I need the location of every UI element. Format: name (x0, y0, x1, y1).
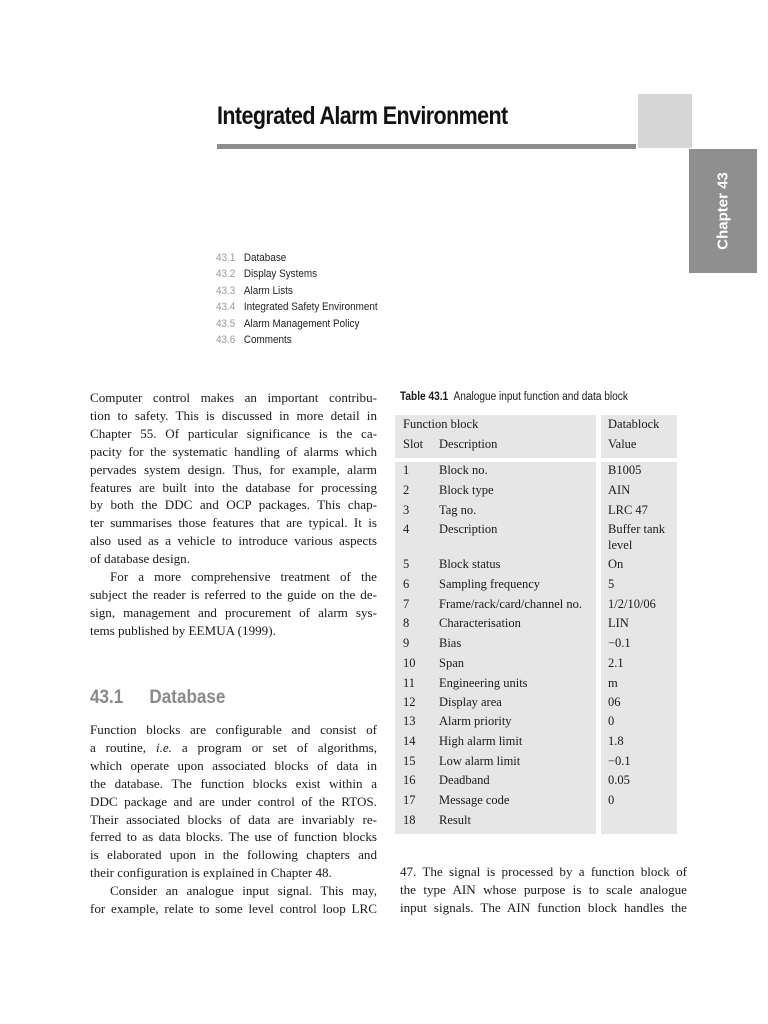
text-line: which operate upon associated blocks of data in (90, 757, 377, 773)
table-header-function-block: Function block (403, 417, 479, 431)
toc-item (216, 250, 378, 266)
text-line: ter summarises those features that are typical. It is (90, 515, 377, 531)
toc-item (216, 283, 378, 299)
toc-number: 43.4 (216, 301, 236, 314)
toc-number: 43.5 (216, 317, 236, 330)
table-cell-slot: 12 (403, 695, 416, 709)
toc-text: Alarm Lists (243, 284, 293, 297)
text-line: of database design. (90, 551, 190, 567)
table-cell-value: 5 (608, 577, 615, 591)
table-cell-value-continued: level (608, 538, 633, 552)
table-cell-slot: 15 (403, 754, 416, 768)
table-cell-slot: 14 (403, 734, 416, 748)
table-cell-slot: 5 (403, 557, 410, 571)
text-line: subject the reader is referred to the guide on the de- (90, 586, 377, 602)
text-line: features are built into the database for processing (90, 479, 377, 495)
continuation-text (400, 863, 687, 917)
text-line: their configuration is explained in Chapter 48. (90, 865, 332, 881)
table-caption (400, 391, 628, 403)
text-line: 47. The signal is processed by a function block of (400, 864, 687, 879)
table-cell-description: Result (439, 813, 471, 827)
toc-item (216, 316, 378, 332)
table-cell-description: Tag no. (439, 503, 477, 517)
table-header-datablock: Datablock (608, 417, 660, 431)
corner-decoration (638, 94, 692, 148)
table-cell-value: 0 (608, 714, 615, 728)
table-cell-slot: 6 (403, 577, 410, 591)
table-header-slot: Slot (403, 437, 424, 451)
table-cell-slot: 16 (403, 773, 416, 787)
table-cell-description: Block status (439, 557, 501, 571)
table-cell-description: Deadband (439, 773, 490, 787)
toc-text: Database (243, 252, 287, 264)
table-cell-description: Low alarm limit (439, 754, 521, 768)
table-cell-slot: 3 (403, 503, 410, 517)
text-line: DDC package and are under control of the RTOS. (90, 793, 377, 809)
table-cell-value: 0 (608, 793, 615, 807)
table-cell-slot: 1 (403, 463, 410, 477)
table-body-bg (395, 462, 596, 834)
text-line: a routine, i.e. a program or set of algorithms, (90, 739, 377, 755)
table-cell-value: 06 (608, 695, 621, 709)
section-heading (90, 687, 225, 709)
table-cell-description: Engineering units (439, 676, 528, 690)
table-cell-value: LRC 47 (608, 503, 648, 517)
text-line: pervades system design. Thus, for example, alarm (90, 461, 377, 477)
table-cell-description: Display area (439, 695, 502, 709)
table-cell-slot: 10 (403, 656, 416, 670)
text-line: Computer control makes an important contribu- (90, 390, 377, 405)
toc-number: 43.3 (216, 284, 236, 297)
text-line: tion to safety. This is discussed in more detail in (90, 407, 377, 423)
toc-number: 43.2 (216, 268, 236, 281)
table-caption-text: Analogue input function and data block (453, 391, 628, 403)
section-title: Database (149, 687, 226, 708)
text-line: pacity for the systematic handling of alarms which (90, 443, 377, 459)
table-cell-value: 0.05 (608, 773, 630, 787)
table-cell-slot: 7 (403, 597, 410, 611)
toc-item (216, 332, 378, 348)
text-line: is elaborated upon in the following chapters and (90, 847, 377, 863)
text-line: tems published by EEMUA (1999). (90, 622, 276, 638)
table-header-description: Description (439, 437, 498, 451)
text-line: the type AIN whose purpose is to scale analogue (400, 881, 687, 897)
table-cell-value: On (608, 557, 624, 571)
intro-text (90, 389, 377, 640)
table-cell-slot: 13 (403, 714, 416, 728)
chapter-contents (216, 250, 396, 348)
table-caption-label: Table 43.1 (400, 391, 449, 403)
table-header-value: Value (608, 437, 637, 451)
toc-number: 43.1 (216, 252, 236, 264)
table-cell-slot: 18 (403, 813, 416, 827)
text-line: For a more comprehensive treatment of the (110, 569, 377, 585)
table-cell-description: Block no. (439, 463, 488, 477)
toc-text: Integrated Safety Environment (243, 301, 378, 314)
table-cell-description: Frame/rack/card/channel no. (439, 597, 582, 611)
title-rule (217, 144, 636, 149)
table-cell-description: Alarm priority (439, 714, 512, 728)
section-text (90, 721, 377, 918)
table-cell-value: m (608, 676, 618, 690)
table-cell-description: Message code (439, 793, 510, 807)
text-line: Function blocks are configurable and consist of (90, 722, 377, 737)
table-cell-description: Block type (439, 483, 494, 497)
table-cell-value: 1/2/10/06 (608, 597, 656, 611)
chapter-title: Integrated Alarm Environment (217, 102, 508, 130)
text-line: by both the DDC and OCP packages. This chap- (90, 497, 377, 513)
text-line: ferred to as data blocks. The use of function blocks (90, 829, 377, 845)
text-line: the database. The function blocks exist within a (90, 775, 377, 791)
text-line: sign, management and procurement of alarm sys- (90, 604, 377, 620)
table-cell-value: −0.1 (608, 754, 631, 768)
table-cell-value: 2.1 (608, 656, 624, 670)
table-cell-slot: 2 (403, 483, 410, 497)
toc-item (216, 266, 378, 282)
toc-text: Display Systems (243, 268, 318, 281)
text-line: Their associated blocks of data are invariably re- (90, 811, 377, 827)
text-line: also used as a vehicle to introduce various aspects (90, 533, 377, 549)
table-cell-description: Characterisation (439, 616, 521, 630)
toc-text: Comments (243, 333, 292, 346)
table-cell-value: B1005 (608, 463, 642, 477)
table-cell-description: High alarm limit (439, 734, 523, 748)
chapter-tab-label: Chapter 43 (714, 172, 732, 250)
table-cell-description: Bias (439, 636, 462, 650)
toc-item (216, 299, 378, 315)
table-cell-slot: 9 (403, 636, 410, 650)
table-cell-value: 1.8 (608, 734, 624, 748)
text-line: for example, relate to some level control loop LRC (90, 901, 377, 917)
table-cell-description: Description (439, 522, 498, 536)
table-cell-slot: 4 (403, 522, 410, 536)
table-cell-value: LIN (608, 616, 629, 630)
table-cell-slot: 17 (403, 793, 416, 807)
table-cell-value: AIN (608, 483, 631, 497)
toc-number: 43.6 (216, 333, 236, 346)
table-cell-slot: 8 (403, 616, 410, 630)
table-cell-value: Buffer tank (608, 522, 666, 536)
text-line: Consider an analogue input signal. This may, (110, 883, 377, 899)
table-cell-value: −0.1 (608, 636, 631, 650)
section-number: 43.1 (90, 687, 124, 708)
table-cell-slot: 11 (403, 676, 416, 690)
text-line: input signals. The AIN function block handles the (400, 899, 687, 915)
text-line: Chapter 55. Of particular significance is the ca- (90, 425, 377, 441)
table-cell-description: Sampling frequency (439, 577, 541, 591)
table-cell-description: Span (439, 656, 464, 670)
toc-text: Alarm Management Policy (243, 317, 360, 330)
chapter-tab (689, 149, 757, 273)
